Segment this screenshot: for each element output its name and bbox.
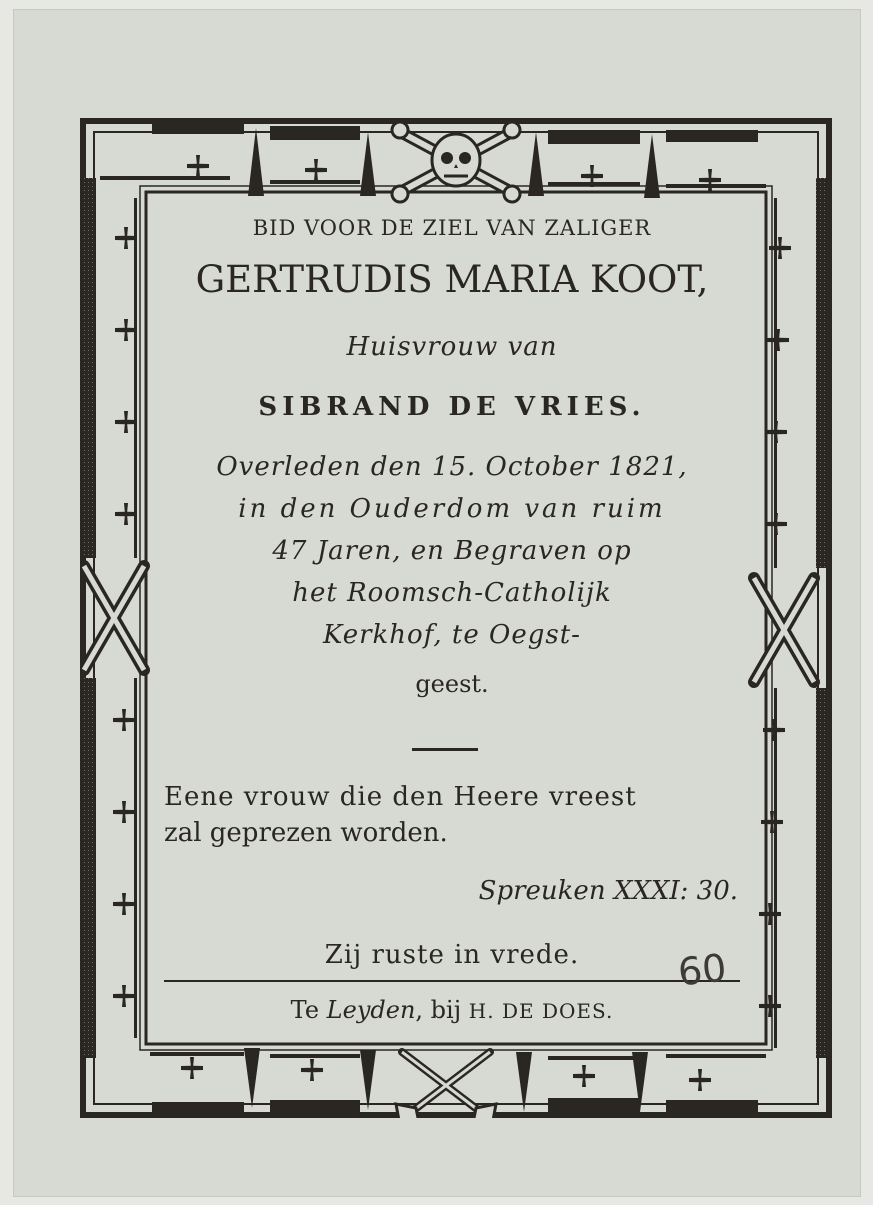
inscription-panel <box>150 196 754 1042</box>
husband-name: SIBRAND DE VRIES. <box>258 392 646 422</box>
memorial-card <box>14 10 860 1196</box>
deceased-name: GERTRUDIS MARIA KOOT, <box>195 258 709 301</box>
printer-line <box>150 996 754 1024</box>
printer-city: Leyden <box>326 996 416 1024</box>
death-line-5: Kerkhof, te Oegst- <box>323 620 581 650</box>
printer-separator: , bij <box>415 996 462 1024</box>
spouse-relation: Huisvrouw van <box>346 332 558 362</box>
death-line-4: het Roomsch-Catholijk <box>292 578 612 608</box>
death-line-1: Overleden den 15. October 1821, <box>216 452 688 482</box>
death-line-6: geest. <box>415 670 489 698</box>
footer-rule <box>164 980 740 982</box>
verse-reference: Spreuken XXXI: 30. <box>478 876 738 906</box>
verse-line-2: zal geprezen worden. <box>164 818 448 848</box>
verse-line-1: Eene vrouw die den Heere vreest <box>164 782 637 812</box>
printer-name: H. DE DOES. <box>468 999 614 1023</box>
separator-rule <box>412 748 478 751</box>
death-line-2: in den Ouderdom van ruim <box>238 494 666 524</box>
handwritten-number: 60 <box>675 945 729 995</box>
rest-in-peace: Zij ruste in vrede. <box>324 940 580 970</box>
prayer-heading: BID VOOR DE ZIEL VAN ZALIGER <box>252 216 652 240</box>
printer-prefix: Te <box>290 996 320 1024</box>
death-line-3: 47 Jaren, en Begraven op <box>272 536 632 566</box>
